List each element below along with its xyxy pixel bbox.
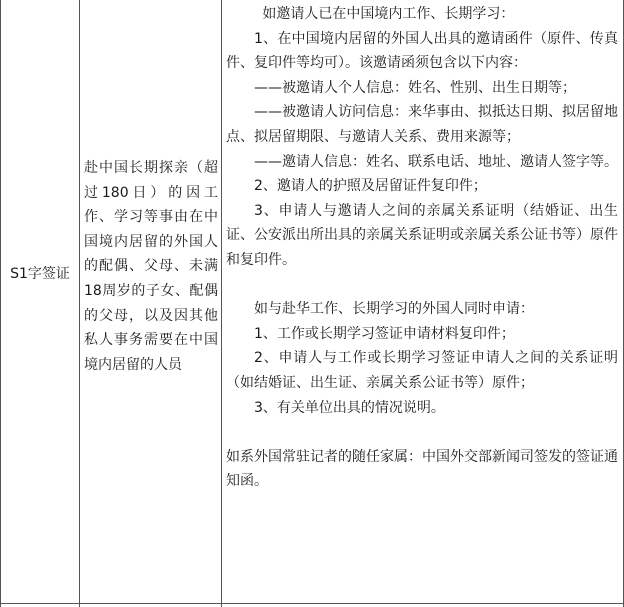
section1-item-3: 3、申请人与邀请人之间的亲属关系证明（结婚证、出生证、公安派出所出具的亲属关系证明或亲属关系公证书等）原件和复印件。 (226, 202, 618, 268)
row-divider-bottom (0, 603, 624, 604)
visa-type-cell: S1字签证 (10, 266, 70, 282)
section1-sub-2: ——被邀请人访问信息：来华事由、拟抵达日期、拟居留地点、拟居留期限、与邀请人关系、费用来源等； (226, 104, 618, 145)
table-border-left (0, 0, 1, 607)
section1-sub-3: ——邀请人信息：姓名、联系电话、地址、邀请人签字等。 (254, 153, 618, 170)
section2-item-3: 3、有关单位出具的情况说明。 (254, 399, 445, 416)
materials-cell (226, 2, 618, 494)
section2-item-1: 1、工作或长期学习签证申请材料复印件； (254, 325, 515, 342)
applicants-cell: 赴中国长期探亲（超过180日）的因工作、学习等事由在中国境内居留的外国人的配偶、父母、未满18周岁的子女、配偶的父母，以及因其他私人事务需要在中国境内居留的人员 (84, 160, 218, 373)
column-divider-2 (221, 0, 222, 607)
section2-item-2: 2、申请人与工作或长期学习签证申请人之间的关系证明（如结婚证、出生证、亲属关系公证书等）原件； (226, 350, 618, 391)
section1-sub-1: ——被邀请人个人信息：姓名、性别、出生日期等； (254, 79, 576, 96)
section1-item-1: 1、在中国境内居留的外国人出具的邀请函件（原件、传真件、复印件等均可）。该邀请函须包含以下内容： (226, 30, 618, 72)
spacer (226, 420, 618, 445)
section2-intro: 如与赴华工作、长期学习的外国人同时申请： (254, 301, 534, 318)
column-divider-1 (79, 0, 80, 607)
section3-text: 如系外国常驻记者的随任家属：中国外交部新闻司签发的签证通知函。 (226, 448, 618, 490)
spacer (226, 273, 618, 298)
section1-intro: 如邀请人已在中国境内工作、长期学习： (262, 6, 515, 22)
section1-item-2: 2、邀请人的护照及居留证件复印件； (254, 178, 487, 195)
